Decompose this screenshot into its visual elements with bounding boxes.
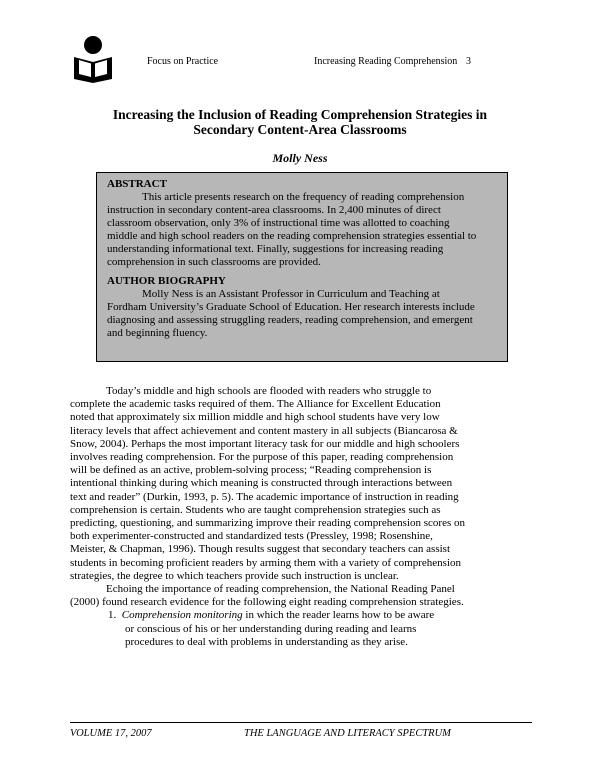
biography-line: Molly Ness is an Assistant Professor in Curriculum and Teaching at: [142, 288, 440, 300]
footer-journal: THE LANGUAGE AND LITERACY SPECTRUM: [244, 728, 451, 739]
running-header-left: Focus on Practice: [147, 56, 219, 67]
author-name: Molly Ness: [272, 151, 328, 165]
body-line: Meister, & Chapman, 1996). Though results suggest that secondary teachers can assist: [70, 543, 450, 556]
page-number: 3: [466, 56, 471, 67]
footer-volume: VOLUME 17, 2007: [70, 728, 152, 739]
list-text: in which the reader learns how to be aware: [242, 609, 435, 622]
abstract-line: understanding informational text. Finally, suggestions for increasing reading: [107, 243, 444, 255]
list-item: [70, 609, 532, 622]
abstract-line: instruction in secondary content-area classrooms. In 2,400 minutes of direct: [107, 204, 441, 216]
body-line: students in becoming proficient readers by arming them with a variety of comprehension: [70, 556, 461, 569]
body-line: predicting, questioning, and summarizing improve their reading comprehension scores on: [70, 517, 465, 530]
body-line: literacy levels that affect achievement and content mastery in all subjects (Biancarosa &: [70, 424, 458, 437]
title-line: Increasing the Inclusion of Reading Comprehension Strategies in: [112, 107, 488, 122]
body-line: intentional thinking during which meaning is constructed through interactions between: [70, 477, 453, 490]
body-line: complete the academic tasks required of them. The Alliance for Excellent Education: [70, 398, 441, 411]
body-line: comprehension is certain. Students who are taught comprehension strategies such as: [70, 503, 441, 516]
biography-line: diagnosing and assessing struggling readers, reading comprehension, and emergent: [107, 314, 473, 326]
body-line: involves reading comprehension. For the purpose of this paper, reading comprehension: [70, 451, 454, 464]
biography-line: Fordham University’s Graduate School of Education. Her research interests include: [107, 301, 475, 313]
body-line: noted that approximately six million middle and high school students have very low: [70, 411, 440, 424]
body-line: (2000) found research evidence for the following eight reading comprehension strategies.: [70, 596, 464, 609]
abstract-line: comprehension in such classrooms are provided.: [107, 256, 321, 268]
abstract-box: [96, 172, 508, 362]
body-line: Echoing the importance of reading comprehension, the National Reading Panel: [106, 583, 455, 596]
list-term: Comprehension monitoring: [121, 609, 243, 622]
body-line: will be defined as an active, problem-solving process; “Reading comprehension is: [70, 464, 432, 477]
body-line: Today’s middle and high schools are flooded with readers who struggle to: [106, 385, 432, 397]
body-line: strategies, the degree to which teachers provide such instruction is unclear.: [70, 569, 399, 582]
title-line: Secondary Content-Area Classrooms: [193, 122, 407, 137]
list-item-continuation: procedures to deal with problems in understanding as they arise.: [125, 635, 408, 648]
abstract-line: This article presents research on the frequency of reading comprehension: [142, 191, 465, 203]
abstract-heading: ABSTRACT: [107, 178, 167, 190]
running-header-right: Increasing Reading Comprehension: [314, 56, 458, 67]
body-line: text and reader” (Durkin, 1993, p. 5). The academic importance of instruction in reading: [70, 490, 459, 503]
article-title: [70, 107, 530, 137]
abstract-line: middle and high school readers on the reading comprehension strategies essential to: [107, 230, 477, 242]
biography-line: and beginning fluency.: [107, 327, 208, 339]
biography-heading: AUTHOR BIOGRAPHY: [107, 275, 226, 287]
footer-rule: [70, 722, 532, 723]
body-line: both experimenter-constructed and standardized tests (Pressley, 1998; Rosenshine,: [70, 530, 433, 543]
list-number: 1.: [108, 609, 117, 622]
body-line: Snow, 2004). Perhaps the most important literacy task for our middle and high schoolers: [70, 437, 460, 450]
article-body: [70, 385, 532, 649]
list-item-continuation: or conscious of his or her understanding during reading and learns: [125, 622, 417, 635]
reader-logo-icon: [71, 35, 115, 83]
abstract-line: classroom observation, only 3% of instructional time was allotted to coaching: [107, 217, 450, 229]
